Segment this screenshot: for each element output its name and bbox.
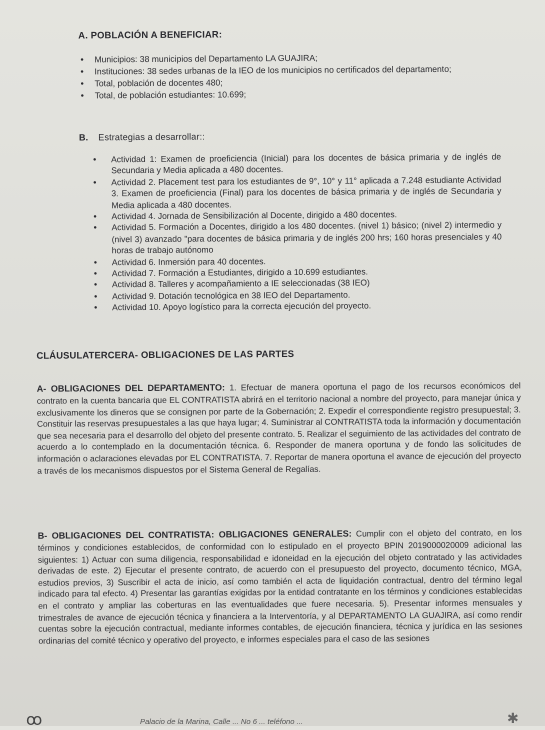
list-item: • Actividad 4. Jornada de Sensibilización al Docente, dirigido a 480 docentes.: [93, 209, 397, 222]
section-b-title: Estrategias a desarrollar::: [98, 131, 205, 143]
section-b-heading: [79, 132, 205, 143]
footer-stamp-icon: ✱: [507, 710, 519, 726]
list-item: • Municipios: 38 municipios del Departamento LA GUAJIRA;: [80, 52, 318, 65]
list-item: • Total, población de docentes 480;: [80, 77, 223, 89]
list-item: • Actividad 10. Apoyo logístico para la correcta ejecución del proyecto.: [94, 300, 372, 313]
list-item: • Actividad 9. Dotación tecnológica en 38 IEO del Departamento.: [94, 289, 351, 302]
list-item: • Instituciones: 38 sedes urbanas de la IEO de los municipios no certificados del departamento;: [80, 63, 452, 77]
bullet-icon: •: [93, 154, 97, 165]
department-obligations-lead: A- OBLIGACIONES DEL DEPARTAMENTO:: [36, 382, 226, 395]
section-b-letter: B.: [78, 132, 89, 143]
bullet-icon: •: [93, 268, 98, 279]
bullet-icon: •: [93, 279, 98, 290]
page-footer: [0, 708, 545, 729]
bullet-icon: •: [93, 222, 97, 233]
list-item: • Actividad 2. Placement test para los estudiantes de 9°, 10° y 11° aplicada a 7.248 estudiante Actividad 3. Examen de proeficiencia (Final) para los docentes de básica primaria y de inglés de Secundaria y Media aplicada a 480 docentes.: [93, 174, 502, 210]
list-item: • Actividad 1: Examen de proeficiencia (Inicial) para los docentes de básica primaria y de inglés de Secundaria y Media aplicada a 480 docentes.: [93, 151, 502, 176]
list-item: • Actividad 8. Talleres y acompañamiento a IE seleccionadas (38 IEO): [93, 277, 370, 290]
footer-logo-icon: ꝏ: [26, 712, 43, 729]
list-item: • Actividad 6. Inmersión para 40 docentes.: [93, 255, 266, 268]
list-item: • Actividad 5. Formación a Docentes, dirigido a los 480 docentes. (nivel 1) básico; (nivel 2) intermedio y (nivel 3) avanzado "para docentes de básica primaria y de inglés 200 hrs; 160 horas presenciales y 40 horas de trabajo autónomo: [93, 219, 502, 256]
list-item: • Total, de población estudiantes: 10.699;: [80, 89, 247, 101]
section-a-heading: A. POBLACIÓN A BENEFICIAR:: [78, 28, 223, 41]
department-obligations: [37, 381, 522, 477]
bullet-icon: •: [93, 177, 97, 188]
activities-list: [93, 152, 502, 315]
bullet-icon: •: [94, 302, 98, 313]
clause-heading: CLÁUSULATERCERA- OBLIGACIONES DE LAS PARTES: [36, 347, 295, 361]
list-item: • Actividad 7. Formación a Estudiantes, dirigido a 10.699 estudiantes.: [93, 266, 369, 279]
bullet-icon: •: [93, 211, 97, 222]
contractor-obligations: [38, 528, 523, 647]
contractor-obligations-text: Cumplir con el objeto del contrato, en los términos y condiciones establecidos, de conformidad con lo estipulado en el proyecto BPIN 2019000020009 adicional las siguientes: 1) Actuar con suma diligencia, responsabilidad e idoneidad en la ejecución del objeto contratado y las actividades derivadas de este. 2) Ejecutar el presente contrato, de acuerdo con el presupuesto del proyecto, documento técnico, MGA, estudios previos, 3) Suscribir el acta de inicio, así como también el acta de liquidación contractual, dentro del término legal indicado para tal efecto. 4) Presentar las garantías exigidas por la entidad contratante en los términos y condiciones establecidas en el contrato y ampliar las coberturas en las eventualidades que fuere necesaria. 5). Presentar informes mensuales y trimestrales de avance de ejecución técnica y financiera a la Interventoría, y al DEPARTAMENTO LA GUAJIRA, así como rendir cuentas sobre la ejecución contractual, mediante informes contables, de ejecución financiera, técnica y jurídica en las sesiones ordinarias del comité técnico y operativo del proyecto, e informes especiales para el caso de las sesiones: [37, 527, 523, 646]
bullet-icon: •: [80, 90, 84, 101]
contractor-obligations-lead: B- OBLIGACIONES DEL CONTRATISTA: OBLIGACIONES GENERALES:: [37, 528, 352, 542]
bullet-icon: •: [80, 78, 84, 89]
bullet-icon: •: [94, 291, 98, 302]
department-obligations-text: 1. Efectuar de manera oportuna el pago de los recursos económicos del contrato en la cuenta bancaria que EL CONTRATISTA abrirá en el territorio nacional a nombre del proyecto, para manejar única y exclusivamente los dineros que se consignen por parte de la Gobernación; 2. Expedir el correspondiente registro presupuestal; 3. Constituir las reservas presupuestales a las que haya lugar; 4. Suministrar al CONTRATISTA toda la información y documentación que sea necesaria para el desarrollo del objeto del presente contrato. 5. Realizar el seguimiento de las actividades del contrato de acuerdo a lo contemplado en la documentación técnica. 6. Responder de manera oportuna y de fondo las solicitudes de información o aclaraciones elevadas por EL CONTRATISTA. 7. Reportar de manera oportuna el avance de ejecución del proyecto a través de los mecanismos dispuestos por el Sistema General de Regalías.: [36, 380, 522, 476]
bullet-icon: •: [80, 66, 84, 77]
footer-address: Palacio de la Marina, Calle ... No 6 ... teléfono ...: [140, 717, 303, 726]
bullet-icon: •: [80, 54, 84, 65]
population-list: [80, 51, 498, 102]
bullet-icon: •: [93, 256, 98, 268]
